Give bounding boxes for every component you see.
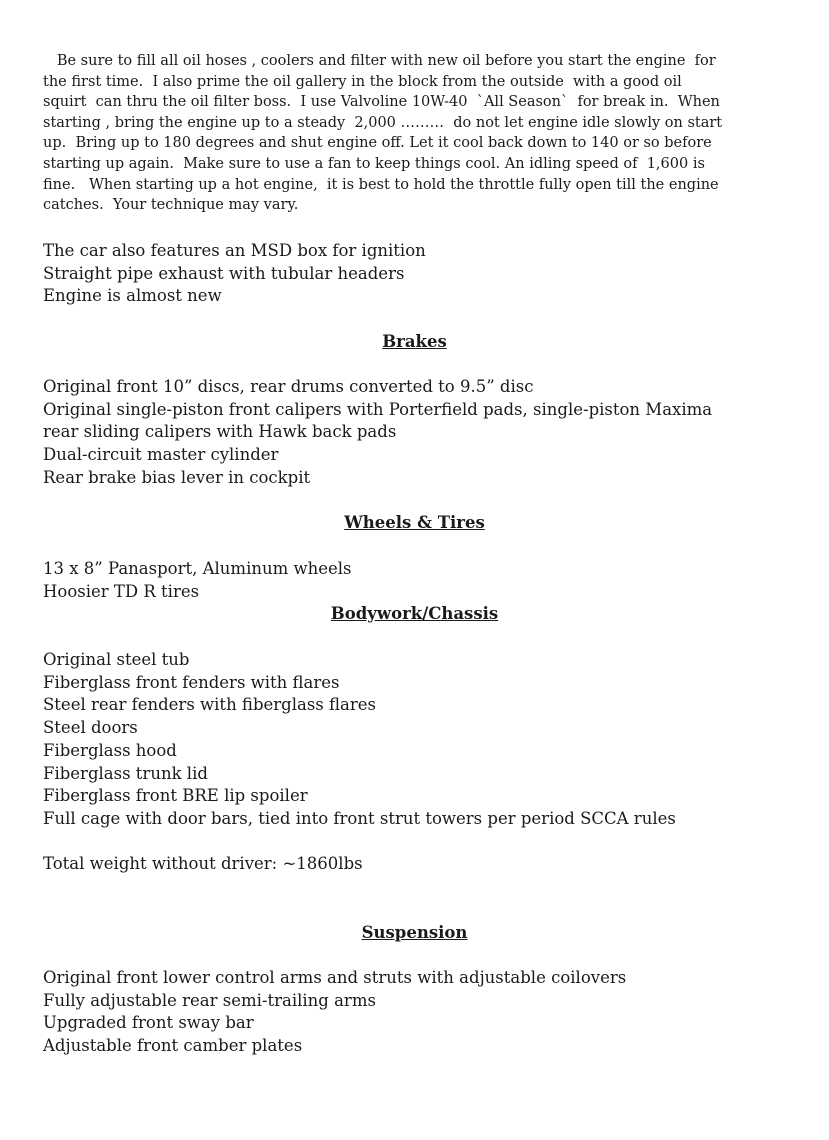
feature-item: Straight pipe exhaust with tubular headers xyxy=(43,263,405,283)
wheels-item: 13 x 8” Panasport, Aluminum wheels xyxy=(43,559,352,578)
suspension-item: Upgraded front sway bar xyxy=(43,1013,254,1033)
intro-line: up. Bring up to 180 degrees and shut engine off. Let it cool back down to 140 or so before xyxy=(43,135,712,152)
wheels-list xyxy=(43,558,803,603)
bodywork-list xyxy=(43,649,803,831)
intro-line: fine. When starting up a hot engine, it is best to hold the throttle fully open till the engine xyxy=(43,176,719,193)
wheels-heading: Wheels & Tires xyxy=(344,513,485,532)
suspension-list xyxy=(43,967,803,1058)
bodywork-item: Full cage with door bars, tied into front strut towers per period SCCA rules xyxy=(43,808,676,828)
total-weight xyxy=(43,853,803,876)
bodywork-heading: Bodywork/Chassis xyxy=(330,604,499,623)
wheels-item: Hoosier TD R tires xyxy=(43,581,200,601)
bodywork-item: Steel doors xyxy=(43,718,138,738)
suspension-item: Fully adjustable rear semi-trailing arms xyxy=(43,990,376,1010)
bodywork-item: Fiberglass hood xyxy=(43,740,177,760)
brakes-item: Original single-piston front calipers with Porterfield pads, single-piston Maxima xyxy=(43,399,713,419)
suspension-heading: Suspension xyxy=(361,923,468,942)
intro-line: starting up again. Make sure to use a fan to keep things cool. An idling speed of 1,600 is xyxy=(43,155,705,172)
features-list xyxy=(43,240,803,308)
bodywork-item: Fiberglass front BRE lip spoiler xyxy=(43,786,308,806)
intro-line: starting , bring the engine up to a steady 2,000 ……… do not let engine idle slowly on start xyxy=(43,114,723,131)
bodywork-item: Fiberglass front fenders with flares xyxy=(43,672,340,692)
intro-line: catches. Your technique may vary. xyxy=(43,197,299,214)
intro-line: the first time. I also prime the oil gallery in the block from the outside with a good oil xyxy=(43,73,682,90)
brakes-item: Rear brake bias lever in cockpit xyxy=(43,467,311,487)
brakes-item: Original front 10” discs, rear drums converted to 9.5” disc xyxy=(43,377,534,396)
bodywork-item: Steel rear fenders with fiberglass flares xyxy=(43,695,376,715)
feature-item: The car also features an MSD box for ignition xyxy=(43,241,426,260)
brakes-item: rear sliding calipers with Hawk back pads xyxy=(43,422,397,442)
bodywork-item: Original steel tub xyxy=(43,650,190,669)
intro-line: Be sure to fill all oil hoses , coolers and filter with new oil before you start the engine for xyxy=(43,53,716,69)
break-in-instructions xyxy=(43,51,783,216)
suspension-item: Adjustable front camber plates xyxy=(43,1036,303,1056)
suspension-item: Original front lower control arms and struts with adjustable coilovers xyxy=(43,968,627,987)
total-weight-text: Total weight without driver: ~1860lbs xyxy=(43,854,363,873)
feature-item: Engine is almost new xyxy=(43,286,222,306)
intro-line: squirt can thru the oil filter boss. I use Valvoline 10W-40 `All Season` for break in. When xyxy=(43,94,720,111)
bodywork-item: Fiberglass trunk lid xyxy=(43,763,208,783)
brakes-heading: Brakes xyxy=(382,332,447,351)
brakes-item: Dual-circuit master cylinder xyxy=(43,445,279,465)
brakes-list xyxy=(43,376,803,490)
